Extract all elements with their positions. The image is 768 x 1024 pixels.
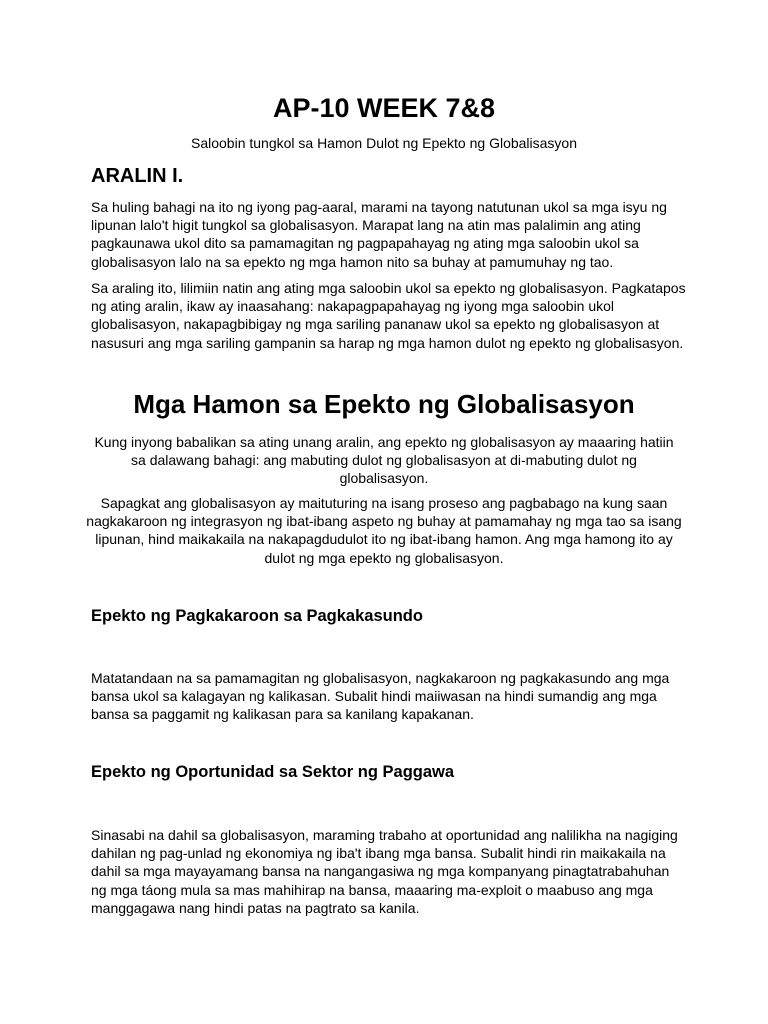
paragraph-line: Matatandaan na sa pamamagitan ng globalisasyon, nagkakaroon ng pagkakasundo ang mga bbox=[91, 670, 670, 686]
document-subtitle: Saloobin tungkol sa Hamon Dulot ng Epekto ng Globalisasyon bbox=[190, 135, 578, 151]
paragraph-line: globalisasyon lalo na sa epekto ng mga hamon nito sa buhay at pamumuhay ng tao. bbox=[91, 253, 614, 270]
subsection-paragraph bbox=[91, 826, 691, 917]
paragraph-line: dulot ng mga epekto ng globalisasyon. bbox=[264, 549, 504, 566]
aralin-heading: ARALIN I. bbox=[91, 165, 184, 187]
paragraph-line: lipunan lalo't higit tungkol sa globalisasyon. Marapat lang na atin mas palalimin ang ating bbox=[91, 217, 641, 234]
document-title: AP-10 WEEK 7&8 bbox=[272, 93, 496, 123]
subsection-paragraph bbox=[91, 669, 691, 724]
paragraph-line: ng mga táong mula sa mas mahihirap na bansa, maaaring ma-exploit o maabuso ang mga bbox=[91, 881, 653, 898]
paragraph-line: globalisasyon. bbox=[339, 470, 429, 487]
intro-paragraph-1 bbox=[91, 198, 691, 271]
paragraph-line: sa dalawang bahagi: ang mabuting dulot ng globalisasyon at di-mabuting dulot ng bbox=[131, 452, 637, 469]
paragraph-line: bansa sa paggamit ng kalikasan para sa kanilang kapakanan. bbox=[91, 706, 474, 723]
subsection-heading: Epekto ng Oportunidad sa Sektor ng Paggawa bbox=[91, 763, 455, 781]
section-paragraph-2 bbox=[84, 494, 684, 567]
subsection-heading: Epekto ng Pagkakaroon sa Pagkakasundo bbox=[91, 607, 423, 625]
paragraph-line: nasusuri ang mga sariling gampanin sa harap ng mga hamon dulot ng epekto ng globalisasyon. bbox=[91, 334, 684, 351]
paragraph-line: dahilan ng pag-unlad ng ekonomiya ng iba't ibang mga bansa. Subalit hindi rin maikakaila na bbox=[91, 845, 666, 862]
section-paragraph-1 bbox=[84, 433, 684, 488]
paragraph-line: Sa huling bahagi na ito ng iyong pag-aaral, marami na tayong natutunan ukol sa mga isyu ng bbox=[91, 199, 667, 215]
paragraph-line: lipunan, hind maikakaila na nakapagdudulot ito ng ibat-ibang hamon. Ang mga hamong ito ay bbox=[95, 531, 673, 548]
paragraph-line: manggagawa nang hindi patas na pagtrato sa kanila. bbox=[91, 899, 420, 916]
paragraph-line: bansa ukol sa kalagayan ng kalikasan. Subalit hindi maiiwasan na hindi sumandig ang mga bbox=[91, 688, 657, 705]
paragraph-line: Sinasabi na dahil sa globalisasyon, maraming trabaho at oportunidad ang nalilikha na nagiging bbox=[91, 827, 678, 843]
intro-paragraph-2 bbox=[91, 279, 691, 352]
paragraph-line: Kung inyong babalikan sa ating unang aralin, ang epekto ng globalisasyon ay maaaring hatiin bbox=[94, 434, 674, 450]
paragraph-line: dahil sa mga mayayamang bansa na nangangasiwa ng mga kompanyang pinagtatrabahuhan bbox=[91, 863, 670, 880]
paragraph-line: ng ating aralin, ikaw ay inaasahang: nakapagpapahayag ng iyong mga saloobin ukol bbox=[91, 298, 615, 315]
section-title: Mga Hamon sa Epekto ng Globalisasyon bbox=[133, 389, 635, 419]
paragraph-line: Sa araling ito, lilimiin natin ang ating mga saloobin ukol sa epekto ng globalisasyon. Pagkatapos bbox=[91, 280, 686, 296]
paragraph-line: Sapagkat ang globalisasyon ay maituturing na isang proseso ang pagbabago na kung saan bbox=[100, 495, 668, 511]
paragraph-line: globalisasyon, nakapagbibigay ng mga sariling pananaw ukol sa epekto ng globalisasyon at bbox=[91, 316, 660, 333]
paragraph-line: nagkakaroon ng integrasyon ng ibat-ibang aspeto ng buhay at pamamahay ng mga tao sa isang bbox=[86, 513, 682, 530]
paragraph-line: pagkaunawa ukol dito sa pamamagitan ng pagpapahayag ng ating mga saloobin ukol sa bbox=[91, 235, 639, 252]
